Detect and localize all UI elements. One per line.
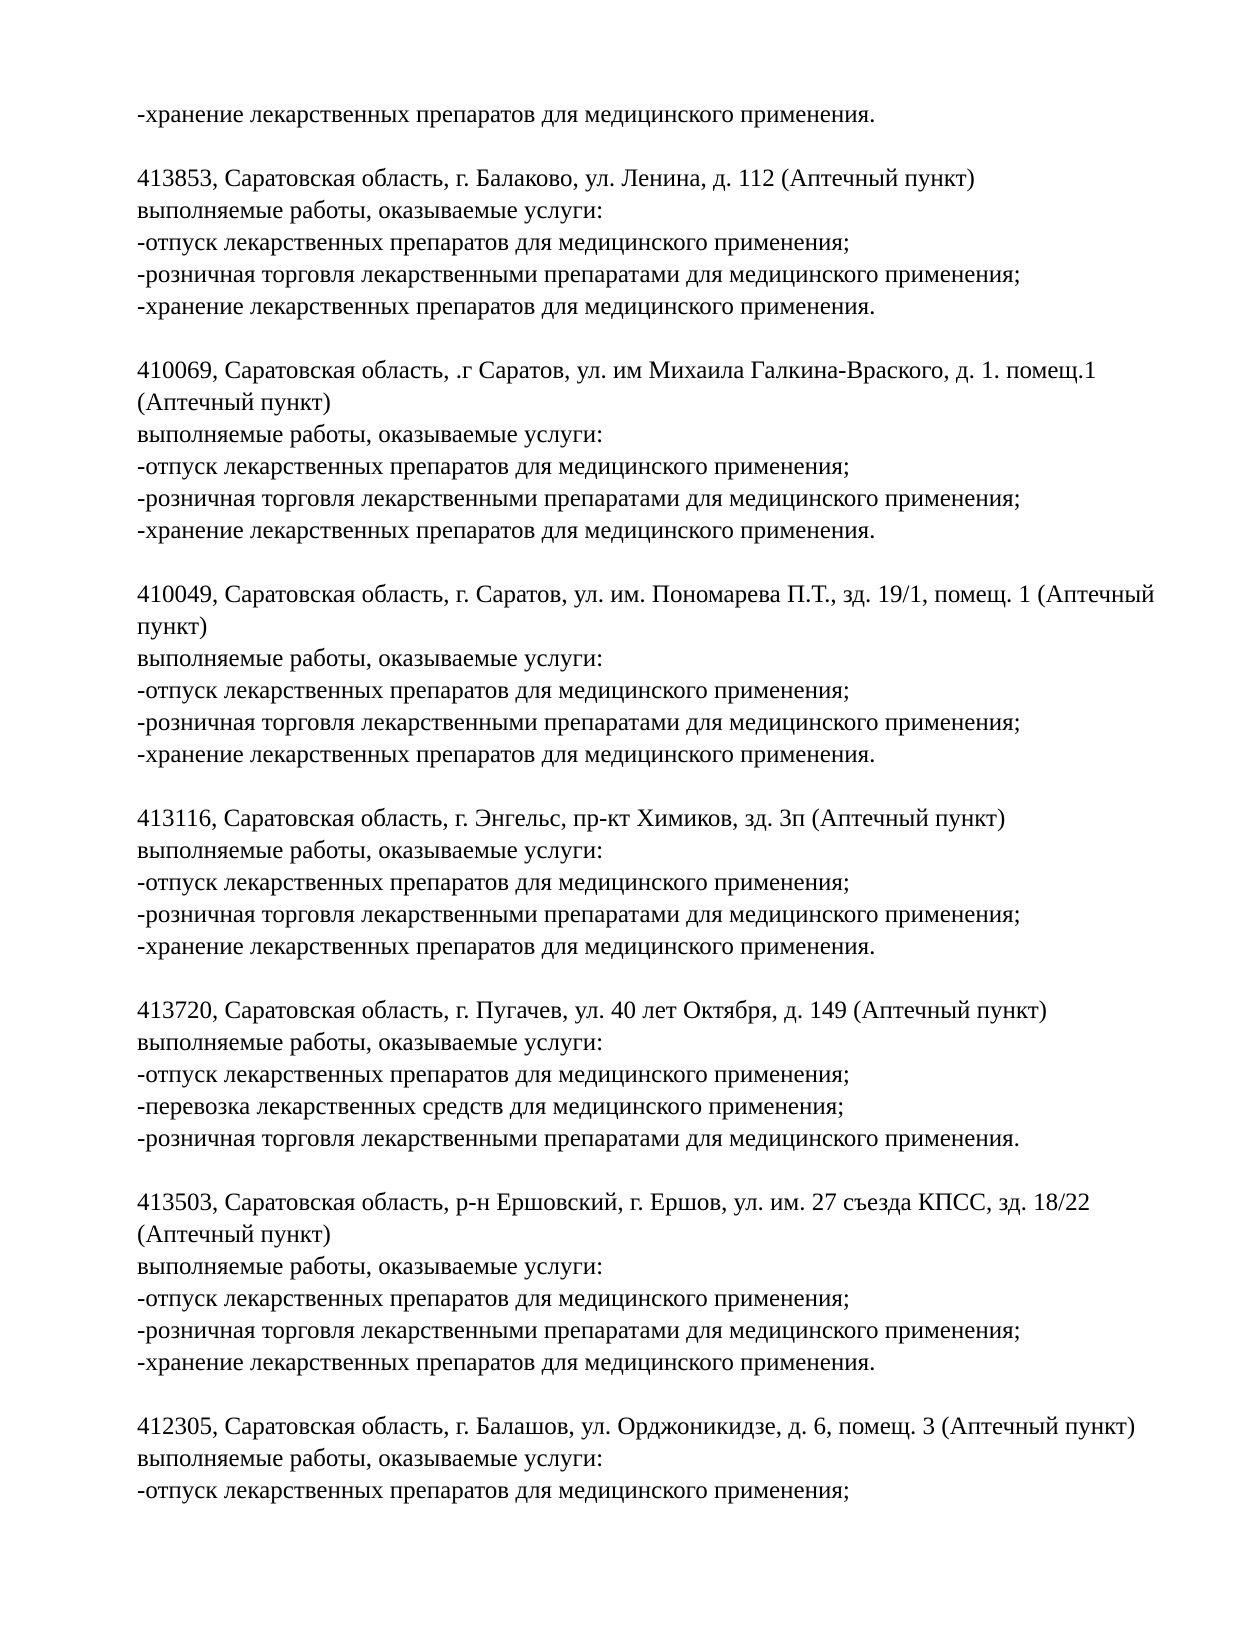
entry-address: 410069, Саратовская область, .г Саратов, ул. им Михаила Галкина-Враского, д. 1. помещ.1 (Аптечный пункт): [137, 357, 1097, 416]
service-line: -розничная торговля лекарственными препаратами для медицинского применения;: [137, 1317, 1021, 1344]
works-label: выполняемые работы, оказываемые услуги:: [137, 421, 604, 448]
works-label: выполняемые работы, оказываемые услуги:: [137, 1253, 604, 1280]
service-line: -отпуск лекарственных препаратов для медицинского применения;: [137, 229, 850, 256]
service-line: -отпуск лекарственных препаратов для медицинского применения;: [137, 677, 850, 704]
service-line: -отпуск лекарственных препаратов для медицинского применения;: [137, 453, 850, 480]
service-line: -розничная торговля лекарственными препаратами для медицинского применения.: [137, 1125, 1020, 1152]
service-line: -розничная торговля лекарственными препаратами для медицинского применения;: [137, 261, 1021, 288]
works-label: выполняемые работы, оказываемые услуги:: [137, 1445, 604, 1472]
service-line: -хранение лекарственных препаратов для медицинского применения.: [137, 933, 876, 960]
service-line: -хранение лекарственных препаратов для медицинского применения.: [137, 293, 876, 320]
entry-address: 412305, Саратовская область, г. Балашов, ул. Орджоникидзе, д. 6, помещ. 3 (Аптечный пункт): [137, 1413, 1136, 1440]
service-line: -отпуск лекарственных препаратов для медицинского применения;: [137, 1477, 850, 1504]
license-entry: [137, 579, 1170, 771]
service-line: -хранение лекарственных препаратов для медицинского применения.: [137, 741, 876, 768]
license-entry: [137, 99, 1170, 131]
entry-address: 410049, Саратовская область, г. Саратов, ул. им. Пономарева П.Т., зд. 19/1, помещ. 1 (Аптечный пункт): [137, 581, 1155, 640]
works-label: выполняемые работы, оказываемые услуги:: [137, 645, 604, 672]
document-content: [137, 99, 1170, 1507]
license-entry: [137, 803, 1170, 963]
service-line: -отпуск лекарственных препаратов для медицинского применения;: [137, 1061, 850, 1088]
license-entry: [137, 995, 1170, 1155]
service-line: -перевозка лекарственных средств для медицинского применения;: [137, 1093, 845, 1120]
entry-address: 413503, Саратовская область, р-н Ершовский, г. Ершов, ул. им. 27 съезда КПСС, зд. 18/22 (Аптечный пункт): [137, 1189, 1091, 1248]
service-line: -отпуск лекарственных препаратов для медицинского применения;: [137, 1285, 850, 1312]
license-entry: [137, 1187, 1170, 1379]
service-line: -хранение лекарственных препаратов для медицинского применения.: [137, 1349, 876, 1376]
entry-address: 413720, Саратовская область, г. Пугачев, ул. 40 лет Октября, д. 149 (Аптечный пункт): [137, 997, 1047, 1024]
service-line: -розничная торговля лекарственными препаратами для медицинского применения;: [137, 485, 1021, 512]
license-entry: [137, 1411, 1170, 1507]
license-entry: [137, 355, 1170, 547]
entry-address: 413853, Саратовская область, г. Балаково, ул. Ленина, д. 112 (Аптечный пункт): [137, 165, 975, 192]
works-label: выполняемые работы, оказываемые услуги:: [137, 197, 604, 224]
service-line: -отпуск лекарственных препаратов для медицинского применения;: [137, 869, 850, 896]
service-line: -хранение лекарственных препаратов для медицинского применения.: [137, 517, 876, 544]
entry-address: 413116, Саратовская область, г. Энгельс, пр-кт Химиков, зд. 3п (Аптечный пункт): [137, 805, 1006, 832]
license-entry: [137, 163, 1170, 323]
service-line: -хранение лекарственных препаратов для медицинского применения.: [137, 101, 876, 128]
service-line: -розничная торговля лекарственными препаратами для медицинского применения;: [137, 709, 1021, 736]
service-line: -розничная торговля лекарственными препаратами для медицинского применения;: [137, 901, 1021, 928]
works-label: выполняемые работы, оказываемые услуги:: [137, 837, 604, 864]
works-label: выполняемые работы, оказываемые услуги:: [137, 1029, 604, 1056]
